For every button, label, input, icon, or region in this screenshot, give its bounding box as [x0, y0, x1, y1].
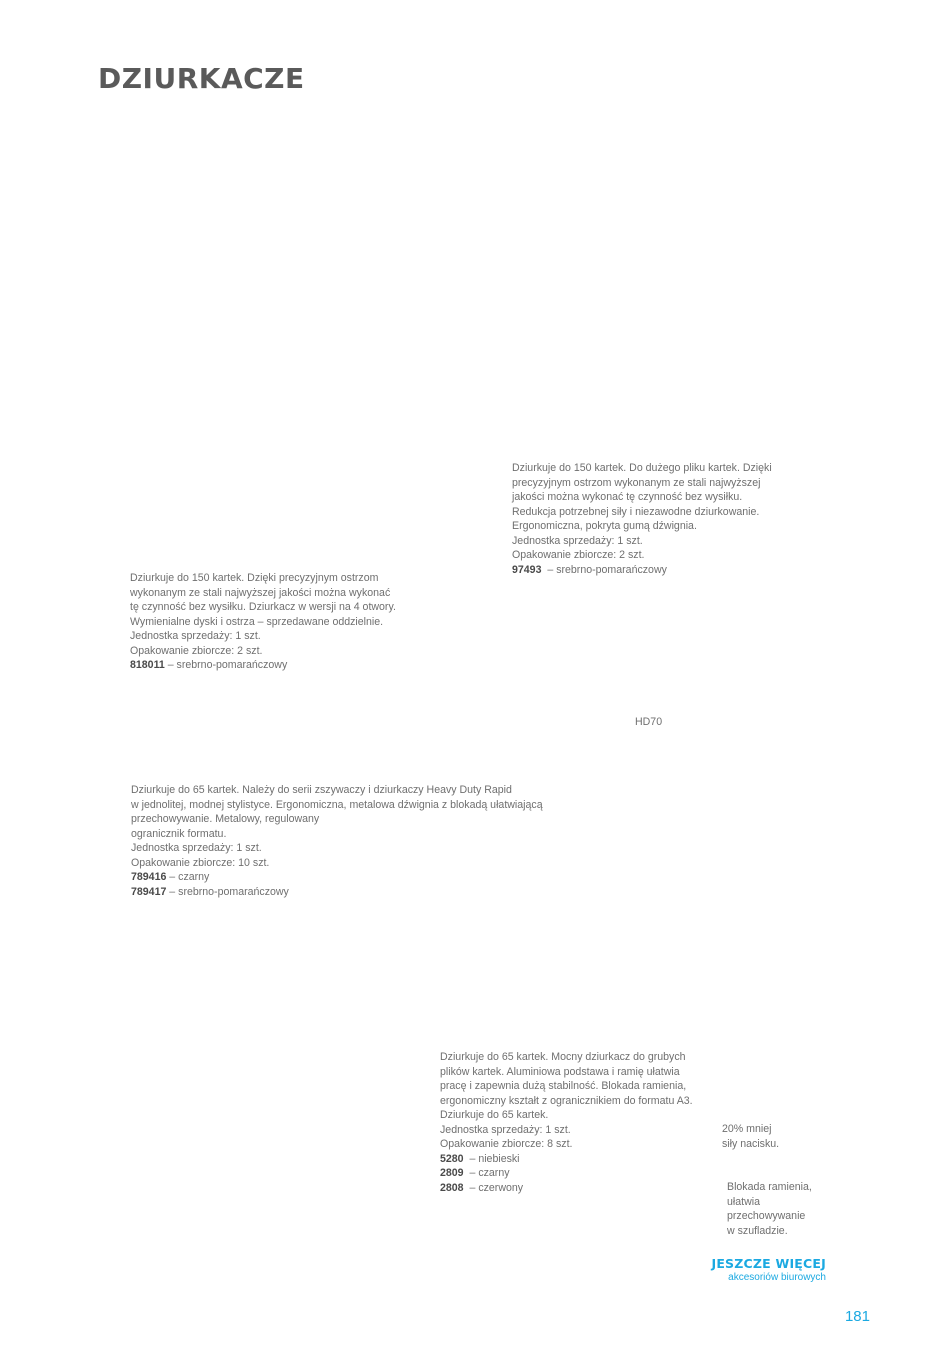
- description-line: Opakowanie zbiorcze: 10 szt.: [131, 856, 270, 869]
- description-line: wykonanym ze stali najwyższej jakości można wykonać: [130, 586, 391, 599]
- description-line: Jednostka sprzedaży: 1 szt.: [512, 534, 643, 547]
- force-note: [722, 1122, 779, 1151]
- sku-row: [440, 1166, 693, 1181]
- sku-row: [512, 563, 772, 578]
- note-line: 20% mniej: [722, 1123, 772, 1135]
- sku-row: [440, 1181, 693, 1196]
- sku-row: [131, 870, 543, 885]
- note-line: siły nacisku.: [722, 1137, 780, 1150]
- sku-separator: –: [463, 1152, 479, 1165]
- description-line: Dziurkuje do 65 kartek. Należy do serii zszywaczy i dziurkaczy Heavy Duty Rapid: [131, 784, 512, 796]
- product-description: [440, 1050, 693, 1195]
- description-line: w jednolitej, modnej stylistyce. Ergonomiczna, metalowa dźwignia z blokadą ułatwiającą: [131, 798, 543, 811]
- note-line: w szufladzie.: [727, 1224, 788, 1237]
- description-line: Jednostka sprzedaży: 1 szt.: [131, 842, 262, 854]
- description-line: Dziurkuje do 150 kartek. Dzięki precyzyjnym ostrzom: [130, 572, 379, 584]
- sku-row: [130, 658, 396, 673]
- model-label: HD70: [635, 716, 663, 728]
- sku-code: 2809: [440, 1167, 464, 1179]
- sku-code: 2808: [440, 1181, 464, 1194]
- description-line: Ergonomiczna, pokryta gumą dźwignia.: [512, 520, 697, 532]
- sku-separator: –: [463, 1181, 479, 1194]
- page-title: DZIURKACZE: [98, 62, 305, 95]
- note-line: ułatwia: [727, 1195, 760, 1208]
- sku-separator: –: [166, 885, 179, 898]
- description-line: ergonomiczny kształt z ogranicznikiem do formatu A3.: [440, 1094, 693, 1107]
- description-line: Redukcja potrzebnej siły i niezawodne dziurkowanie.: [512, 505, 760, 518]
- sku-color: srebrno-pomarańczowy: [176, 659, 288, 671]
- sku-separator: –: [541, 563, 557, 576]
- description-line: tę czynność bez wysiłku. Dziurkacz w wersji na 4 otwory.: [130, 601, 396, 613]
- page-number: 181: [844, 1308, 870, 1325]
- sku-row: [131, 885, 543, 900]
- note-line: Blokada ramienia,: [727, 1181, 812, 1193]
- description-line: Jednostka sprzedaży: 1 szt.: [130, 630, 261, 642]
- description-line: przechowywanie. Metalowy, regulowany: [131, 813, 320, 825]
- description-line: Dziurkuje do 150 kartek. Do dużego pliku kartek. Dzięki: [512, 462, 772, 474]
- description-line: plików kartek. Aluminiowa podstawa i ramię ułatwia: [440, 1065, 680, 1078]
- sku-color: czarny: [478, 1167, 510, 1179]
- product-description: [512, 461, 772, 577]
- sku-color: czerwony: [478, 1181, 524, 1194]
- sku-code: 818011: [130, 659, 165, 671]
- description-line: Dziurkuje do 65 kartek.: [440, 1109, 549, 1121]
- sku-code: 97493: [512, 563, 542, 576]
- description-line: Jednostka sprzedaży: 1 szt.: [440, 1123, 571, 1136]
- description-line: jakości można wykonać tę czynność bez wysiłku.: [512, 491, 743, 503]
- sku-code: 789417: [131, 885, 167, 898]
- sku-separator: –: [463, 1167, 479, 1179]
- sku-separator: –: [164, 659, 177, 671]
- sku-color: niebieski: [478, 1152, 520, 1165]
- description-line: Wymienialne dyski i ostrza – sprzedawane oddzielnie.: [130, 615, 384, 628]
- sku-color: srebrno-pomarańczowy: [178, 885, 289, 898]
- product-description: [130, 571, 396, 673]
- product-description: [131, 783, 543, 899]
- sku-color: srebrno-pomarańczowy: [556, 563, 667, 576]
- description-line: precyzyjnym ostrzom wykonanym ze stali najwyższej: [512, 476, 761, 489]
- more-accessories-link[interactable]: [711, 1256, 826, 1283]
- description-line: pracę i zapewnia dużą stabilność. Blokada ramienia,: [440, 1080, 687, 1092]
- sku-color: czarny: [178, 871, 210, 883]
- more-subheading: akcesoriów biurowych: [728, 1272, 826, 1283]
- description-line: Opakowanie zbiorcze: 2 szt.: [512, 549, 645, 561]
- sku-code: 789416: [131, 871, 167, 883]
- sku-separator: –: [166, 871, 179, 883]
- description-line: Dziurkuje do 65 kartek. Mocny dziurkacz do grubych: [440, 1051, 686, 1063]
- more-heading: JESZCZE WIĘCEJ: [711, 1256, 826, 1271]
- sku-row: [440, 1152, 693, 1167]
- description-line: ogranicznik formatu.: [131, 827, 227, 840]
- description-line: Opakowanie zbiorcze: 2 szt.: [130, 644, 263, 657]
- sku-code: 5280: [440, 1152, 464, 1165]
- note-line: przechowywanie: [727, 1210, 806, 1222]
- lock-note: [727, 1180, 812, 1238]
- description-line: Opakowanie zbiorcze: 8 szt.: [440, 1138, 573, 1150]
